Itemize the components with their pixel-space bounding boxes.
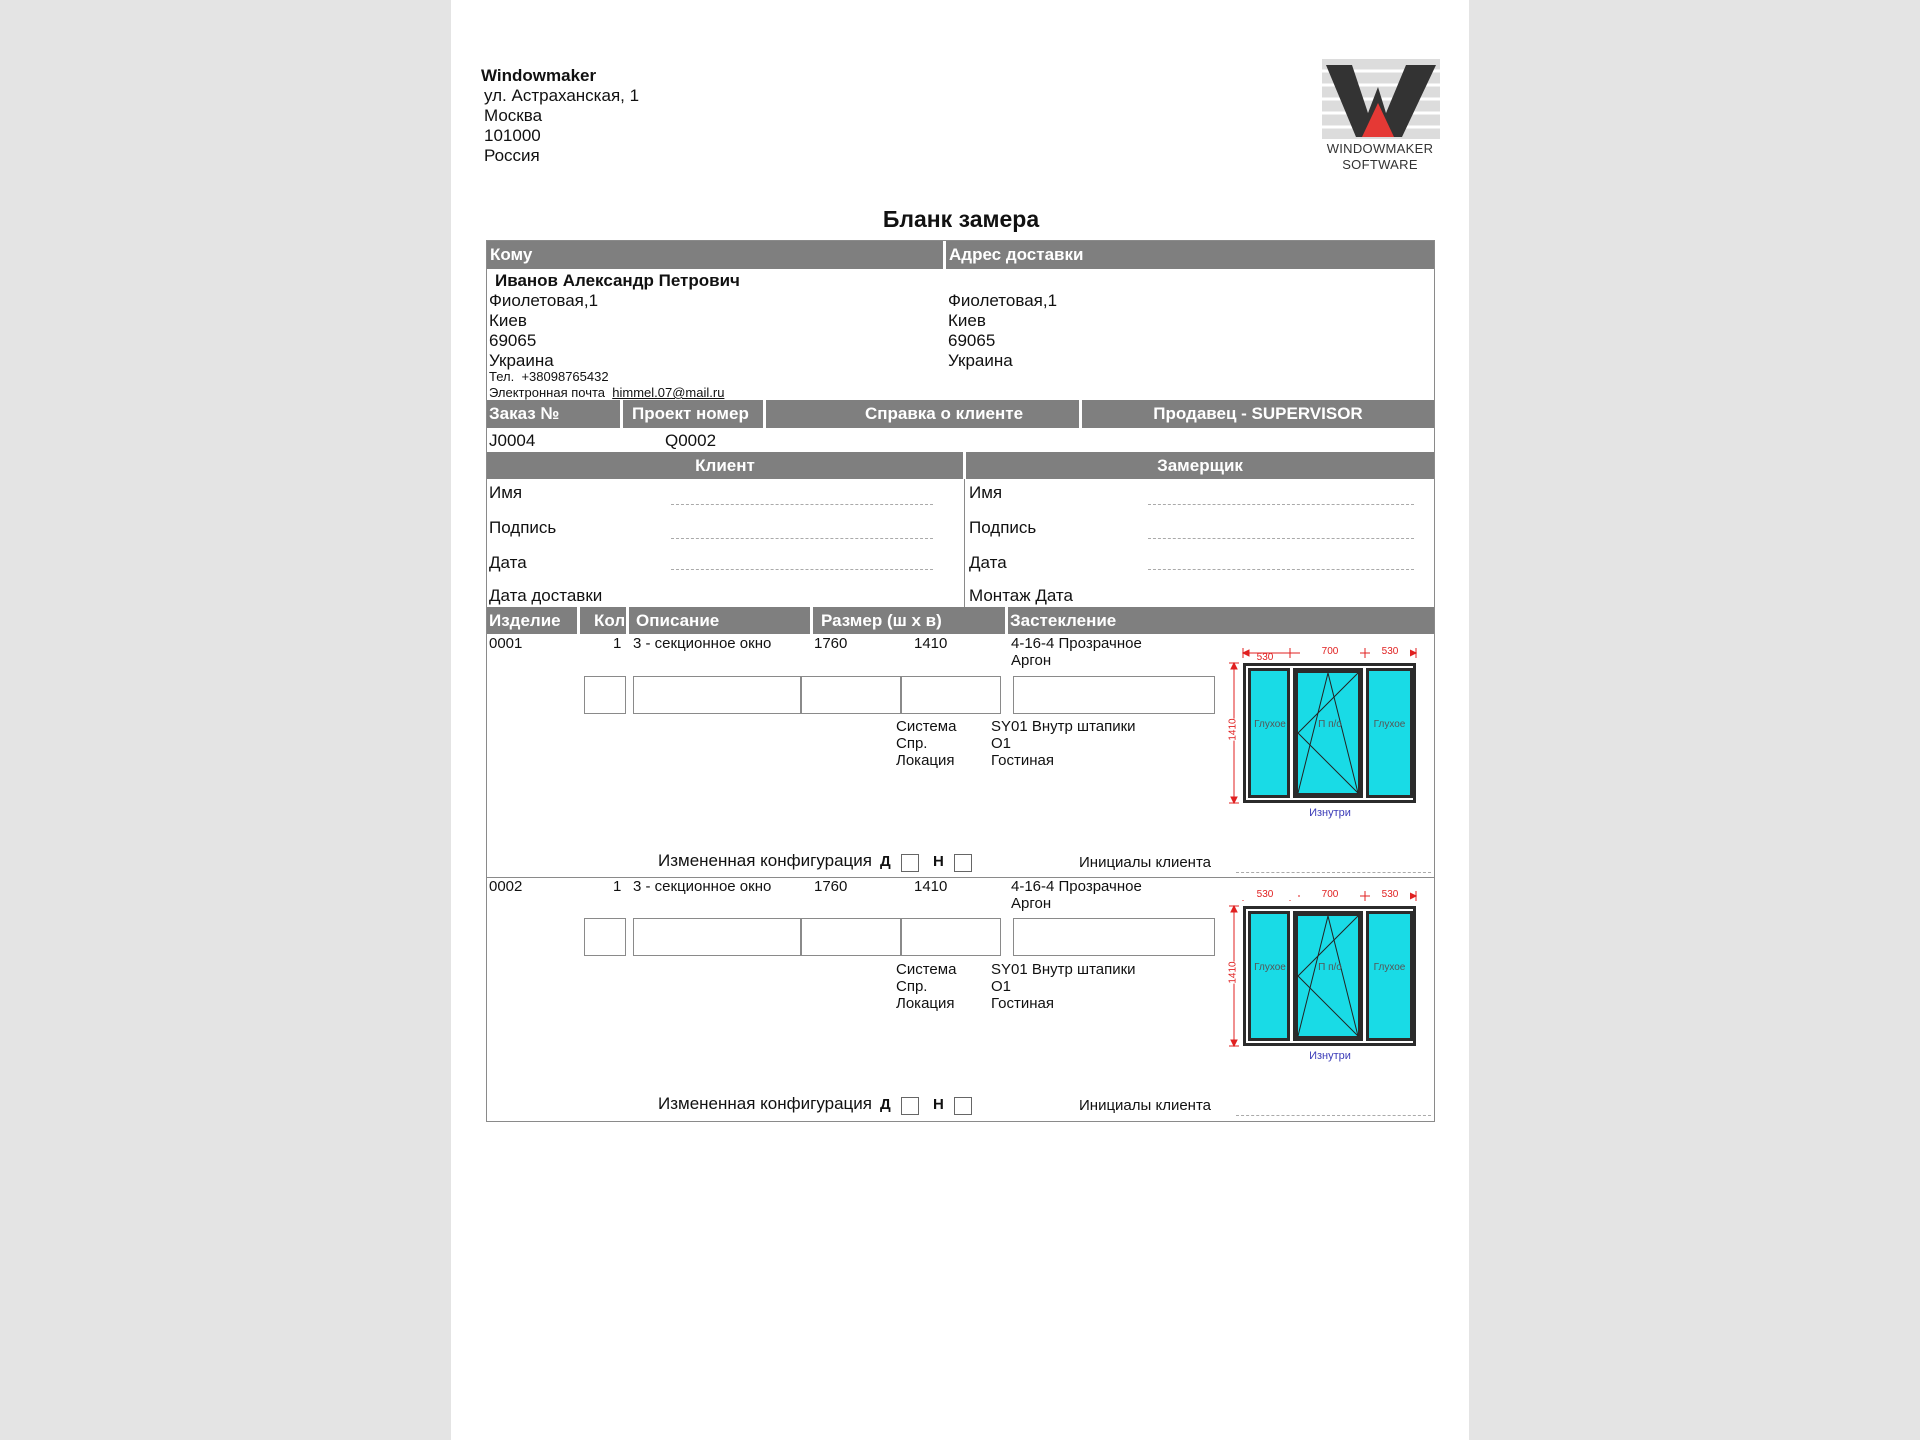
- customer-name: Иванов Александр Петрович: [495, 271, 740, 290]
- qty-entry-box[interactable]: [584, 676, 626, 714]
- measurer-header: Замерщик: [1157, 456, 1243, 475]
- email-link[interactable]: himmel.07@mail.ru: [612, 385, 725, 400]
- config-yes-label: Д: [880, 853, 891, 870]
- order-no-header: Заказ №: [489, 404, 560, 423]
- client-initials-label: Инициалы клиента: [1079, 854, 1211, 871]
- company-address-line: Москва: [484, 106, 543, 125]
- window-drawing: [1226, 643, 1422, 823]
- measurer-signature-line[interactable]: [1148, 538, 1414, 539]
- config-no-label: Н: [933, 1096, 944, 1113]
- item-id: 0001: [489, 635, 523, 652]
- dim-width-3: 530: [1370, 889, 1410, 900]
- measurer-date-line[interactable]: [1148, 569, 1414, 570]
- delivery-address: Фиолетовая,1 Киев 69065 Украина: [948, 291, 1058, 370]
- measurer-signature-label: Подпись: [969, 518, 1037, 537]
- dim-width-3: 530: [1370, 646, 1410, 657]
- item-divider: [487, 877, 1434, 878]
- pane-label: П п/о: [1318, 719, 1342, 730]
- item-header: Изделие: [489, 611, 561, 630]
- client-date-label: Дата: [489, 553, 527, 572]
- item-width: 1760: [814, 878, 848, 895]
- config-yes-checkbox[interactable]: [901, 1097, 919, 1115]
- measurer-name-line[interactable]: [1148, 504, 1414, 505]
- qty-entry-box[interactable]: [584, 918, 626, 956]
- config-no-label: Н: [933, 853, 944, 870]
- pane-label: Глухое: [1254, 719, 1286, 730]
- client-initials-label: Инициалы клиента: [1079, 1097, 1211, 1114]
- width-entry-box[interactable]: [801, 676, 901, 714]
- client-ref-header: Справка о клиенте: [864, 404, 1024, 423]
- order-header-bar: [487, 400, 1434, 428]
- client-date-line[interactable]: [671, 569, 933, 570]
- window-drawing: [1226, 886, 1422, 1066]
- customer-email: Электронная почта himmel.07@mail.ru: [489, 385, 725, 400]
- item-width: 1760: [814, 635, 848, 652]
- dim-height: 1410: [1227, 718, 1239, 741]
- project-no-header: Проект номер: [632, 404, 749, 423]
- qty-header: Кол: [594, 611, 626, 630]
- height-entry-box[interactable]: [901, 918, 1001, 956]
- description-header: Описание: [636, 611, 720, 630]
- view-caption: Изнутри: [1309, 807, 1351, 819]
- item-spec-values: SY01 Внутр штапики O1 Гостиная: [991, 718, 1136, 769]
- project-no-value: Q0002: [665, 431, 717, 450]
- item-qty: 1: [613, 878, 622, 895]
- view-caption: Изнутри: [1309, 1050, 1351, 1062]
- item-glazing: 4-16-4 Прозрачное Аргон: [1011, 635, 1142, 669]
- measurer-name-label: Имя: [969, 483, 1003, 502]
- items-header-bar: [487, 607, 1434, 634]
- description-entry-box[interactable]: [633, 676, 801, 714]
- seller-header: Продавец - SUPERVISOR: [1153, 404, 1363, 423]
- company-name: Windowmaker: [481, 66, 597, 85]
- page-title: Бланк замера: [882, 206, 1040, 232]
- width-entry-box[interactable]: [801, 918, 901, 956]
- client-initials-line[interactable]: [1236, 1115, 1431, 1116]
- measurer-date-label: Дата: [969, 553, 1007, 572]
- client-signature-label: Подпись: [489, 518, 557, 537]
- height-entry-box[interactable]: [901, 676, 1001, 714]
- company-address-line: 101000: [484, 126, 541, 145]
- dim-width-1: 530: [1232, 889, 1298, 900]
- delivery-date-label: Дата доставки: [489, 586, 603, 605]
- item-spec-values: SY01 Внутр штапики O1 Гостиная: [991, 961, 1136, 1012]
- order-no-value: J0004: [489, 431, 536, 450]
- client-name-line[interactable]: [671, 504, 933, 505]
- to-header: Кому: [490, 245, 533, 264]
- client-initials-line[interactable]: [1236, 872, 1431, 873]
- company-address-line: ул. Астраханская, 1: [484, 86, 640, 105]
- logo-text: WINDOWMAKER SOFTWARE: [1326, 141, 1434, 172]
- item-qty: 1: [613, 635, 622, 652]
- item-height: 1410: [914, 878, 948, 895]
- company-address-line: Россия: [484, 146, 540, 165]
- config-yes-checkbox[interactable]: [901, 854, 919, 872]
- pane-label: Глухое: [1373, 962, 1406, 973]
- config-no-checkbox[interactable]: [954, 1097, 972, 1115]
- customer-phone: Тел. +38098765432: [489, 369, 609, 384]
- item-description: 3 - секционное окно: [633, 635, 772, 652]
- item-id: 0002: [489, 878, 523, 895]
- pane-label: Глухое: [1254, 962, 1286, 973]
- dim-width-1: 530: [1256, 652, 1274, 663]
- config-no-checkbox[interactable]: [954, 854, 972, 872]
- pane-label: П п/о: [1318, 962, 1342, 973]
- item-height: 1410: [914, 635, 948, 652]
- dim-width-2: 700: [1300, 889, 1360, 900]
- client-name-label: Имя: [489, 483, 523, 502]
- changed-config-label: Измененная конфигурация: [658, 1094, 872, 1113]
- install-date-label: Монтаж Дата: [969, 586, 1073, 605]
- dim-width-2: 700: [1300, 646, 1360, 657]
- glazing-entry-box[interactable]: [1013, 918, 1215, 956]
- signature-header-bar: [487, 452, 1434, 479]
- customer-address: Фиолетовая,1 Киев 69065 Украина: [489, 291, 599, 370]
- recipient-header-bar: [487, 241, 1434, 269]
- client-header: Клиент: [695, 456, 755, 475]
- item-spec-labels: Система Спр. Локация: [896, 718, 957, 769]
- config-yes-label: Д: [880, 1096, 891, 1113]
- glazing-entry-box[interactable]: [1013, 676, 1215, 714]
- description-entry-box[interactable]: [633, 918, 801, 956]
- size-header: Размер (ш х в): [821, 611, 942, 630]
- client-signature-line[interactable]: [671, 538, 933, 539]
- changed-config-label: Измененная конфигурация: [658, 851, 872, 870]
- company-block: [481, 66, 639, 166]
- item-description: 3 - секционное окно: [633, 878, 772, 895]
- glazing-header: Застекление: [1010, 611, 1117, 630]
- item-spec-labels: Система Спр. Локация: [896, 961, 957, 1012]
- dim-height: 1410: [1227, 961, 1239, 984]
- pane-label: Глухое: [1373, 719, 1406, 730]
- item-glazing: 4-16-4 Прозрачное Аргон: [1011, 878, 1142, 912]
- delivery-address-header: Адрес доставки: [949, 245, 1084, 264]
